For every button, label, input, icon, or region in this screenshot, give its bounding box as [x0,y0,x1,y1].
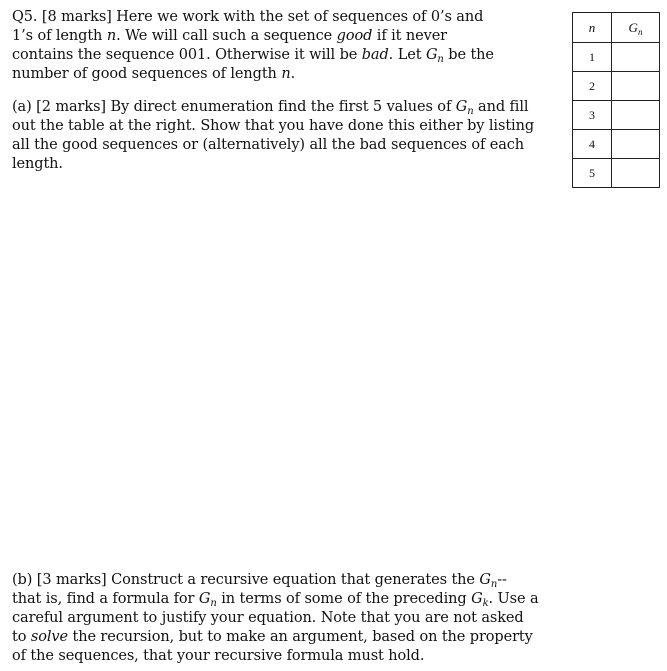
gn-values-table [572,12,660,188]
row-gn-cell[interactable] [612,101,660,130]
row-gn-cell[interactable] [612,72,660,101]
text-line: length. [12,156,63,172]
row-n-cell: 4 [573,130,612,159]
text-line: to solve the recursion, but to make an argument, based on the property [12,629,533,645]
row-gn-cell[interactable] [612,43,660,72]
text-line: contains the sequence 001. Otherwise it will be bad. Let $G_n$ be the [12,47,494,65]
part-a-text [12,98,534,174]
header-n: n [573,13,612,43]
text-line: number of good sequences of length n. [12,66,296,82]
question-intro [12,8,494,84]
table-row [573,130,660,159]
row-gn-cell[interactable] [612,159,660,188]
text-line: 1’s of length n. We will call such a sequence good if it never [12,28,448,44]
header-g-subscript: n [637,26,643,37]
table-row [573,72,660,101]
text-line: out the table at the right. Show that you have done this either by listing [12,118,534,134]
row-n-cell: 1 [573,43,612,72]
table-header-row [573,13,660,43]
header-g-letter: G [628,19,638,35]
table-row [573,101,660,130]
part-b-text [12,571,539,666]
table-row [573,159,660,188]
text-line: (b) [3 marks] Construct a recursive equation that generates the $G_n--$ [12,572,507,590]
text-line: careful argument to justify your equation. Note that you are not asked [12,610,524,626]
text-line: of the sequences, that your recursive formula must hold. [12,648,425,664]
header-gn [612,13,660,43]
text-line: all the good sequences or (alternatively) all the bad sequences of each [12,137,525,153]
row-gn-cell[interactable] [612,130,660,159]
row-n-cell: 5 [573,159,612,188]
row-n-cell: 3 [573,101,612,130]
text-line: Q5. [8 marks] Here we work with the set of sequences of 0’s and [12,9,484,25]
table-row [573,43,660,72]
text-line: that is, find a formula for $G_n$ in terms of some of the preceding $G_k$. Use a [12,591,539,609]
text-line: (a) [2 marks] By direct enumeration find the first 5 values of $G_n$ and fill [12,99,529,117]
row-n-cell: 2 [573,72,612,101]
